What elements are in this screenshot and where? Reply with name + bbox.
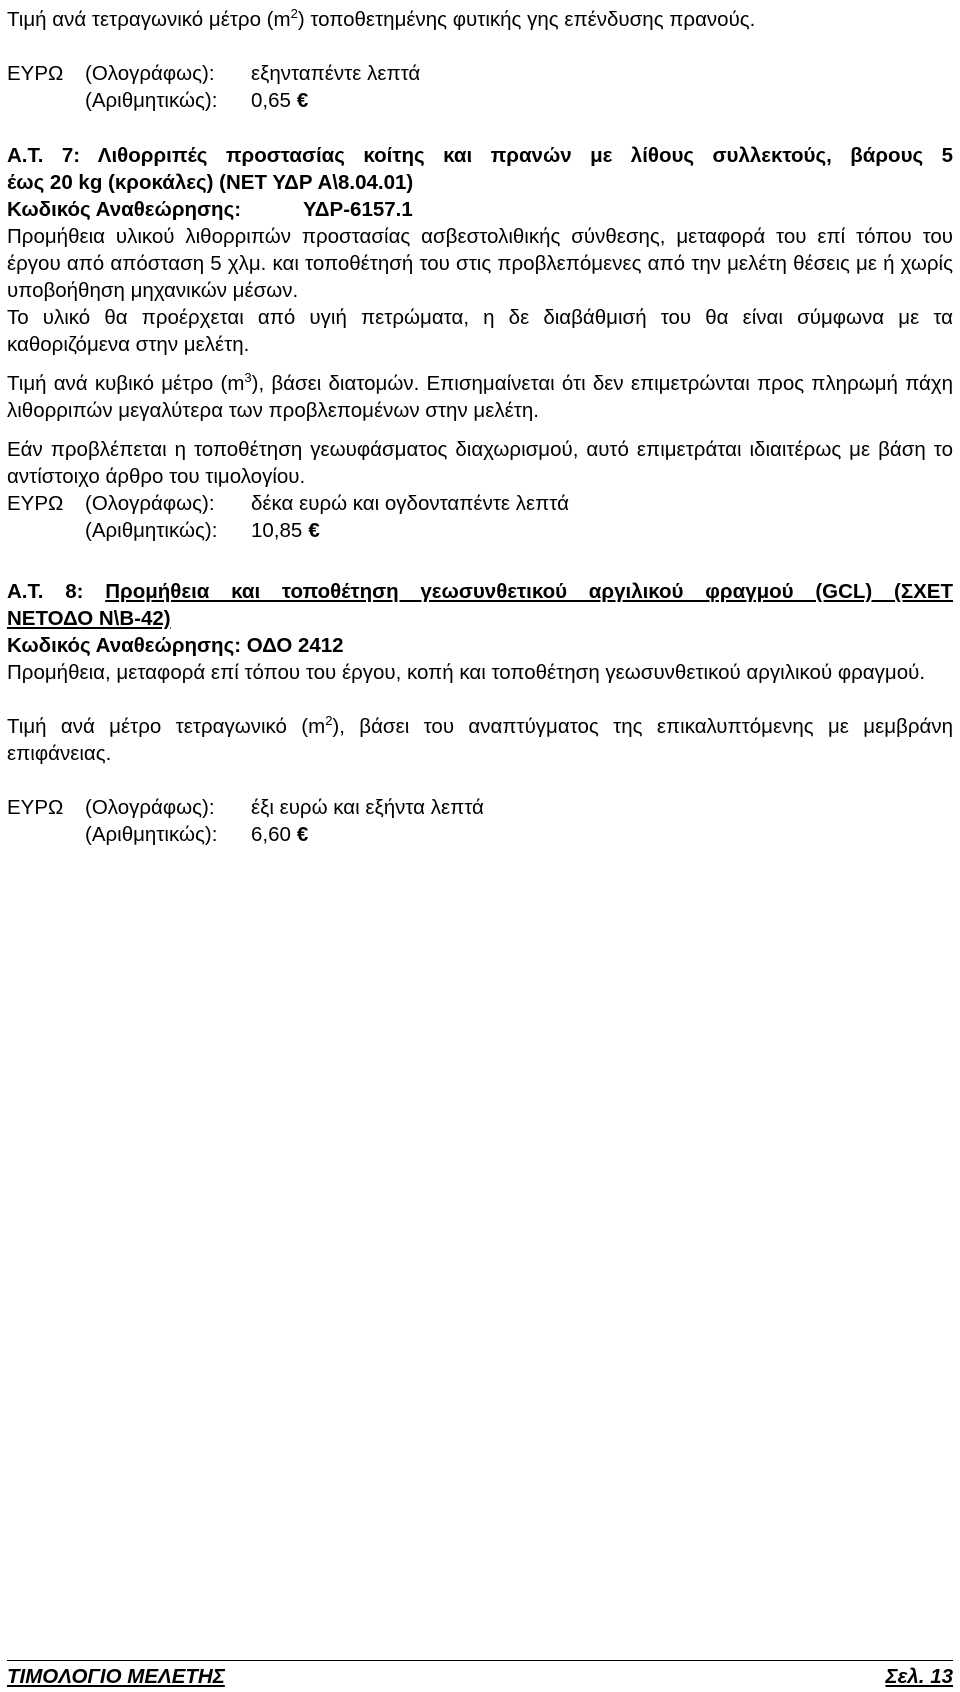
intro-superscript: 2 xyxy=(290,6,298,22)
item8-prefix: Α.Τ. 8: xyxy=(7,580,84,603)
currency-label: ΕΥΡΩ xyxy=(7,492,64,515)
item8-price-digits-row xyxy=(7,821,953,848)
item7-code-label: Κωδικός Αναθεώρησης: xyxy=(7,198,242,221)
page-number: Σελ. 13 xyxy=(885,1665,953,1688)
item7-code-row xyxy=(7,196,953,223)
digits-label: (Αριθμητικώς): xyxy=(85,823,218,846)
item8-heading-text: Προμήθεια και τοποθέτηση γεωσυνθετικού αργιλικού φραγμού (GCL) (ΣΧΕΤ xyxy=(105,580,954,603)
item7-code: ΥΔΡ-6157.1 xyxy=(303,198,413,221)
item7-material: Το υλικό θα προέρχεται από υγιή πετρώματα, η δε διαβάθμισή του θα είναι σύμφωνα με τα καθοριζόμενα στην μελέτη. xyxy=(7,306,953,356)
euro-icon: € xyxy=(296,823,309,846)
price-words: εξηνταπέντε λεπτά xyxy=(251,62,421,85)
item7-heading-line1: Α.Τ. 7: Λιθορριπές προστασίας κοίτης και πρανών με λίθους συλλεκτούς, βάρους 5 xyxy=(7,144,953,167)
intro-text-pre: Τιμή ανά τετραγωνικό μέτρο (m xyxy=(7,8,291,31)
item8-price-digits: 6,60 xyxy=(251,823,291,846)
document-page xyxy=(7,6,953,848)
intro-text-post: ) τοποθετημένης φυτικής γης επένδυσης πρανούς. xyxy=(297,8,756,31)
currency-label: ΕΥΡΩ xyxy=(7,796,64,819)
item7-geotextile: Εάν προβλέπεται η τοποθέτηση γεωυφάσματος διαχωρισμού, αυτό επιμετράται ιδιαιτέρως με βάση το αντίστοιχο άρθρο του τιμολογίου. xyxy=(7,438,953,488)
item8-superscript: 2 xyxy=(325,713,333,729)
page-footer xyxy=(7,1660,953,1690)
footer-title: ΤΙΜΟΛΟΓΙΟ ΜΕΛΕΤΗΣ xyxy=(7,1665,225,1688)
item7-price-pre: Τιμή ανά κυβικό μέτρο (m xyxy=(7,372,245,395)
item7-superscript: 3 xyxy=(244,370,252,386)
item7-price-digits-row xyxy=(7,517,953,544)
price-words-row xyxy=(7,60,953,87)
item7-price-words: δέκα ευρώ και ογδονταπέντε λεπτά xyxy=(251,492,569,515)
item8-price-unit xyxy=(7,713,953,767)
intro-price-text xyxy=(7,6,953,33)
item7-price-words-row xyxy=(7,490,953,517)
item8-price-words: έξι ευρώ και εξήντα λεπτά xyxy=(251,796,484,819)
item7-price-digits: 10,85 xyxy=(251,519,303,542)
digits-label: (Αριθμητικώς): xyxy=(85,519,218,542)
price-digits: 0,65 xyxy=(251,89,291,112)
euro-icon: € xyxy=(296,89,309,112)
item7-heading xyxy=(7,142,953,196)
price-digits-row xyxy=(7,87,953,114)
item7-price-unit xyxy=(7,370,953,424)
item8-description: Προμήθεια, μεταφορά επί τόπου του έργου, κοπή και τοποθέτηση γεωσυνθετικού αργιλικού φραγμού. xyxy=(7,661,926,684)
item7-description: Προμήθεια υλικού λιθορριπών προστασίας ασβεστολιθικής σύνθεσης, μεταφορά του επί τόπου του έργου από απόσταση 5 χλμ. και τοποθέτησή του στις προβλεπόμενες από την μελέτη θέσεις με ή χωρίς υποβοήθηση μηχανικών μέσων. xyxy=(7,225,953,302)
item8-price-pre: Τιμή ανά μέτρο τετραγωνικό (m xyxy=(7,715,326,738)
item8-heading xyxy=(7,578,953,632)
item8-heading-line1 xyxy=(7,578,953,605)
words-label: (Ολογράφως): xyxy=(85,62,215,85)
item8-code-line: Κωδικός Αναθεώρησης: ΟΔΟ 2412 xyxy=(7,634,344,657)
words-label: (Ολογράφως): xyxy=(85,796,215,819)
item7-heading-line2: έως 20 kg (κροκάλες) (ΝΕΤ ΥΔΡ Α\8.04.01) xyxy=(7,171,414,194)
currency-label: ΕΥΡΩ xyxy=(7,62,64,85)
digits-label: (Αριθμητικώς): xyxy=(85,89,218,112)
item7-price-post: ), βάσει διατομών. Επισημαίνεται ότι δεν επιμετρώνται προς πληρωμή πάχη λιθορριπών μεγαλύτερα των προβλεπομένων στην μελέτη. xyxy=(7,372,953,422)
words-label: (Ολογράφως): xyxy=(85,492,215,515)
item8-heading-line2: ΝΕΤΟΔΟ Ν\Β-42) xyxy=(7,607,171,630)
item8-price-words-row xyxy=(7,794,953,821)
item8-price-post: ), βάσει του αναπτύγματος της επικαλυπτόμενης με μεμβράνη επιφάνειας. xyxy=(7,715,953,765)
euro-icon: € xyxy=(308,519,320,542)
